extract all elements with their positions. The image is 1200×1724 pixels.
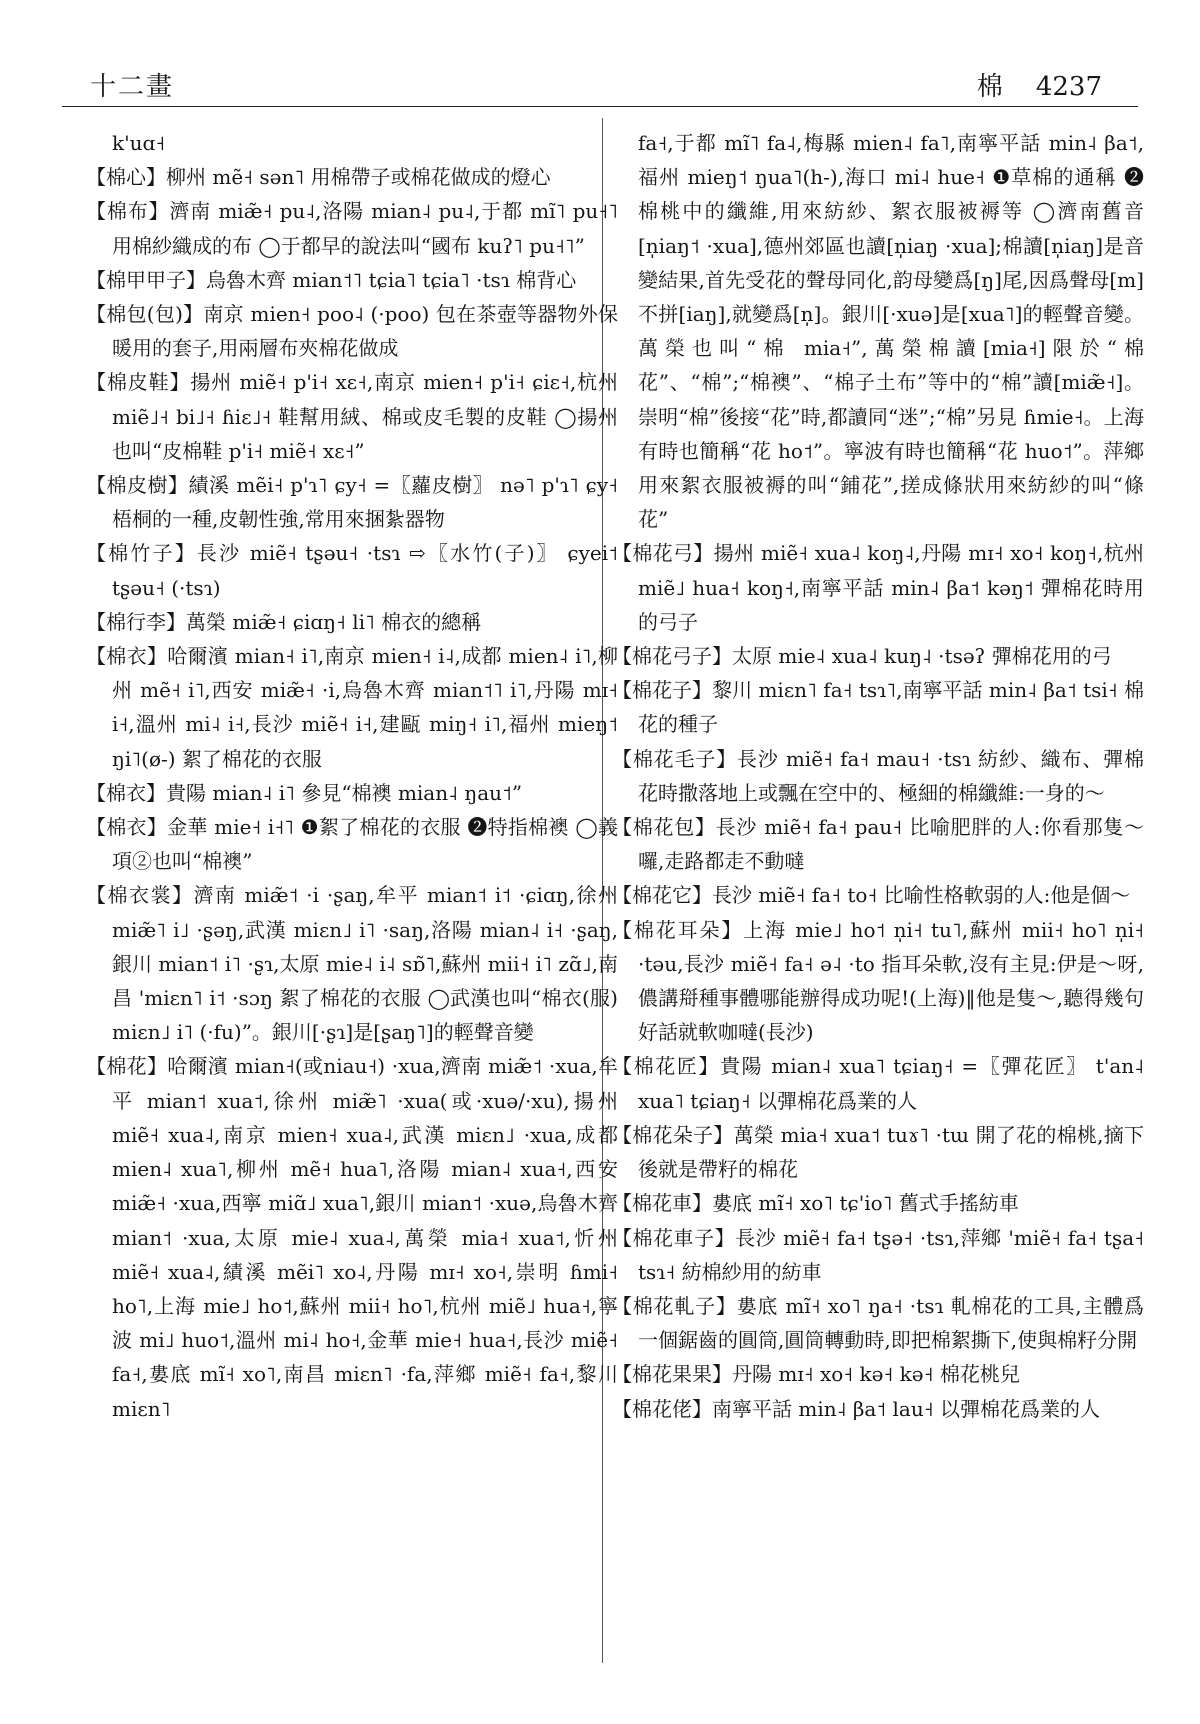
dictionary-entry: 【棉行李】萬榮 miæ̃˧ ɕiɑŋ˧ li˥ 棉衣的總稱 bbox=[86, 609, 482, 634]
dictionary-entry: 【棉花果果】丹陽 mɪ˧ xo˧ kə˧ kə˧ 棉花桃兒 bbox=[612, 1362, 1020, 1387]
dictionary-entry: 【棉花弓子】太原 mie˨ xua˨ kuŋ˨ ·tsəʔ 彈棉花用的弓 bbox=[612, 644, 1112, 669]
dictionary-entry: 【棉花軋子】婁底 mĩ˧ xo˥ ŋa˧ ·tsɿ 軋棉花的工具,主體爲一個鋸齒的圓筒,圓筒轉動時,即把棉絮撕下,使與棉籽分開 bbox=[612, 1293, 1144, 1353]
section-title: 十二畫 bbox=[90, 72, 175, 102]
dictionary-entry: 【棉包(包)】南京 mien˧ poo˨ (·poo) 包在茶壺等器物外保暖用的套子,用兩層布夾棉花做成 bbox=[86, 302, 618, 361]
dictionary-entry: 【棉竹子】長沙 miẽ˧ tʂəu˧ ·tsɿ ⇨〖水竹(子)〗 ɕyei˦ tʂəu˧ (·tsɿ) bbox=[86, 541, 618, 600]
header-rule bbox=[62, 106, 1138, 107]
dictionary-entry: 【棉布】濟南 miæ̃˧ pu˨,洛陽 mian˨ pu˨,于都 mĩ˥ pu˧˥ 用棉紗織成的布 ◯于都早的說法叫“國布 kuʔ˥ pu˧˥” bbox=[86, 199, 618, 258]
page-header bbox=[62, 58, 1138, 104]
dictionary-entry: 【棉衣】貴陽 mian˨ i˥ 參見“棉襖 mian˨ ŋau˦” bbox=[86, 780, 523, 805]
dictionary-entry: 【棉心】柳州 mẽ˧ sən˥ 用棉帶子或棉花做成的燈心 bbox=[86, 165, 551, 190]
continuation-line: k'uɑ˧ bbox=[112, 131, 166, 155]
running-head bbox=[977, 66, 1102, 103]
dictionary-entry: 【棉花】哈爾濱 mian˧(或niau˧) ·xua,濟南 miæ̃˦ ·xua,牟平 mian˦ xua˦,徐州 miæ̃˥ ·xua(或·xuə/·xu),揚州 miẽ˧ xua˨,南京 mien˧ xua˨,武漢 miɛn˩ ·xua,成都 mien˨ xua˥,柳州 mẽ˧ hua˥,洛陽 mian˨ xua˧,西安 miæ̃˧ ·xua,西寧 miɑ̃˩ xua˥,銀川 mian˦ ·xuə,烏魯木齊 mian˦ ·xua,太原 mie˨ xua˨,萬榮 mia˧ xua˦,忻州 miẽ˧ xua˨,績溪 mẽi˥ xo˨,丹陽 mɪ˧ xo˧,崇明 ɦmi˧ ho˥,上海 mie˩ ho˦,蘇州 mii˧ ho˥,杭州 miẽ˩ hua˧,寧波 mi˩ huo˦,溫州 mi˨ ho˧,金華 mie˧ hua˧,長沙 miẽ˧ fa˧,婁底 mĩ˧ xo˥,南昌 miɛn˥ ·fa,萍鄉 miẽ˧ fa˧,黎川 miɛn˥ bbox=[86, 1054, 618, 1421]
dictionary-entry: 【棉花包】長沙 miẽ˧ fa˧ pau˧ 比喻肥胖的人:你看那隻～囉,走路都走不動噠 bbox=[612, 815, 1144, 874]
right-column bbox=[612, 126, 1144, 1426]
dictionary-entry: 【棉花匠】貴陽 mian˨ xua˥ tɕiaŋ˧ =〖彈花匠〗 t'an˨ xua˥ tɕiaŋ˧ 以彈棉花爲業的人 bbox=[612, 1054, 1144, 1113]
dictionary-entry: 【棉衣裳】濟南 miæ̃˦ ·i ·ʂaŋ,牟平 mian˦ i˦ ·ɕiɑŋ,徐州 miæ̃˥ i˩ ·ʂəŋ,武漢 miɛn˩ i˥ ·saŋ,洛陽 mian˨ i˧ ·ʂaŋ,銀川 mian˦ i˥ ·ʂɿ,太原 mie˨ i˨ sɒ̃˥,蘇州 mii˧ i˥ zɑ̃˩,南昌 'miɛn˥ i˦ ·sɔŋ 絮了棉花的衣服 ◯武漢也叫“棉衣(服) miɛn˩ i˥ (·fu)”。銀川[·ʂɿ]是[ʂaŋ˥]的輕聲音變 bbox=[86, 883, 618, 1045]
dictionary-entry: 【棉花佬】南寧平話 min˨ βa˦ lau˧ 以彈棉花爲業的人 bbox=[612, 1396, 1100, 1421]
dictionary-entry: 【棉衣】哈爾濱 mian˧ i˥,南京 mien˧ i˨,成都 mien˨ i˥,柳州 mẽ˧ i˥,西安 miæ̃˧ ·i,烏魯木齊 mian˦˥ i˥,丹陽 mɪ˧ i˧,溫州 mi˨ i˧,長沙 miẽ˧ i˧,建甌 miŋ˧ i˥,福州 mieŋ˦ ŋi˥(ø-) 絮了棉花的衣服 bbox=[86, 644, 618, 771]
dictionary-entry: 【棉皮鞋】揚州 miẽ˧ p'i˧ xɛ˧,南京 mien˧ p'i˧ ɕiɛ˧,杭州 miẽ˩˧ bi˩˧ ɦiɛ˩˧ 鞋幫用絨、棉或皮毛製的皮鞋 ◯揚州也叫“皮棉鞋 p'i˧ miẽ˧ xɛ˧” bbox=[86, 370, 618, 463]
dictionary-entry: 【棉花弓】揚州 miẽ˧ xua˨ koŋ˨,丹陽 mɪ˧ xo˧ koŋ˧,杭州 miẽ˩ hua˧ koŋ˧,南寧平話 min˨ βa˦ kəŋ˦ 彈棉花時用的弓子 bbox=[612, 541, 1144, 634]
dictionary-entry: 【棉花它】長沙 miẽ˧ fa˧ to˧ 比喻性格軟弱的人:他是個～ bbox=[612, 883, 1131, 908]
left-column bbox=[86, 126, 618, 1426]
dictionary-entry: 【棉花耳朵】上海 mie˩ ho˦ n̩i˧ tu˥,蘇州 mii˧ ho˥ n̩i˧ ·təu,長沙 miẽ˧ fa˧ ə˨ ·to 指耳朵軟,沒有主見:伊是～呀,儂講搿種事體哪能辦得成功呢!(上海)‖他是隻～,聽得幾句好話就軟咖噠(長沙) bbox=[612, 917, 1144, 1045]
dictionary-entry: 【棉皮樹】績溪 mẽi˧ p'ɿ˥ ɕy˧ =〖蘿皮樹〗 nə˥ p'ɿ˥ ɕy˧ 梧桐的一種,皮韌性強,常用來捆紮器物 bbox=[86, 473, 618, 532]
page-number: 4237 bbox=[1035, 72, 1102, 102]
dictionary-entry: 【棉花毛子】長沙 miẽ˧ fa˧ mau˧ ·tsɿ 紡紗、織布、彈棉花時撒落地上或飄在空中的、極細的棉纖維:一身的～ bbox=[612, 746, 1144, 805]
dictionary-entry: 【棉花朵子】萬榮 mia˧ xua˦ tuɤ˥ ·tɯ 開了花的棉桃,摘下後就是帶籽的棉花 bbox=[612, 1122, 1144, 1182]
continuation-entry: fa˧,于都 mĩ˥ fa˨,梅縣 mien˨ fa˥,南寧平話 min˨ βa˦,福州 mieŋ˦ ŋua˥(h-),海口 mi˨ hue˧ ❶草棉的通稱 ❷棉桃中的纖維,用來紡紗、絮衣服被褥等 ◯濟南舊音[n̩iaŋ˦ ·xua],德州郊區也讀[n̩iaŋ ·xua];棉讀[n̩iaŋ]是音變結果,首先受花的聲母同化,韵母變爲[ŋ]尾,因爲聲母[m]不拼[iaŋ],就變爲[n̩]。銀川[·xuə]是[xua˥]的輕聲音變。萬榮也叫“棉 mia˧”,萬榮棉讀[mia˧]限於“棉花”、“棉”;“棉襖”、“棉子土布”等中的“棉”讀[miæ̃˧]。崇明“棉”後接“花”時,都讀同“迷”;“棉”另見 ɦmie˧。上海有時也簡稱“花 ho˦”。寧波有時也簡稱“花 huo˦”。萍鄉用來絮衣服被褥的叫“鋪花”,搓成條狀用來紡紗的叫“條花” bbox=[638, 131, 1144, 532]
dictionary-entry: 【棉花車子】長沙 miẽ˧ fa˧ tʂə˧ ·tsɿ,萍鄉 'miẽ˧ fa˧ tʂa˧ tsɿ˧ 紡棉紗用的紡車 bbox=[612, 1225, 1144, 1284]
dictionary-entry: 【棉花車】婁底 mĩ˧ xo˥ tɕ'io˥ 舊式手搖紡車 bbox=[612, 1191, 1019, 1216]
headword: 棉 bbox=[976, 72, 1003, 102]
dictionary-entry: 【棉花子】黎川 miɛn˥ fa˧ tsɿ˥,南寧平話 min˨ βa˦ tsi˧ 棉花的種子 bbox=[612, 678, 1144, 737]
dictionary-entry: 【棉衣】金華 mie˧ i˧˥ ❶絮了棉花的衣服 ❷特指棉襖 ◯義項②也叫“棉襖” bbox=[86, 815, 618, 874]
dictionary-entry: 【棉甲甲子】烏魯木齊 mian˦˥ tɕia˥ tɕia˥ ·tsɿ 棉背心 bbox=[86, 267, 577, 292]
